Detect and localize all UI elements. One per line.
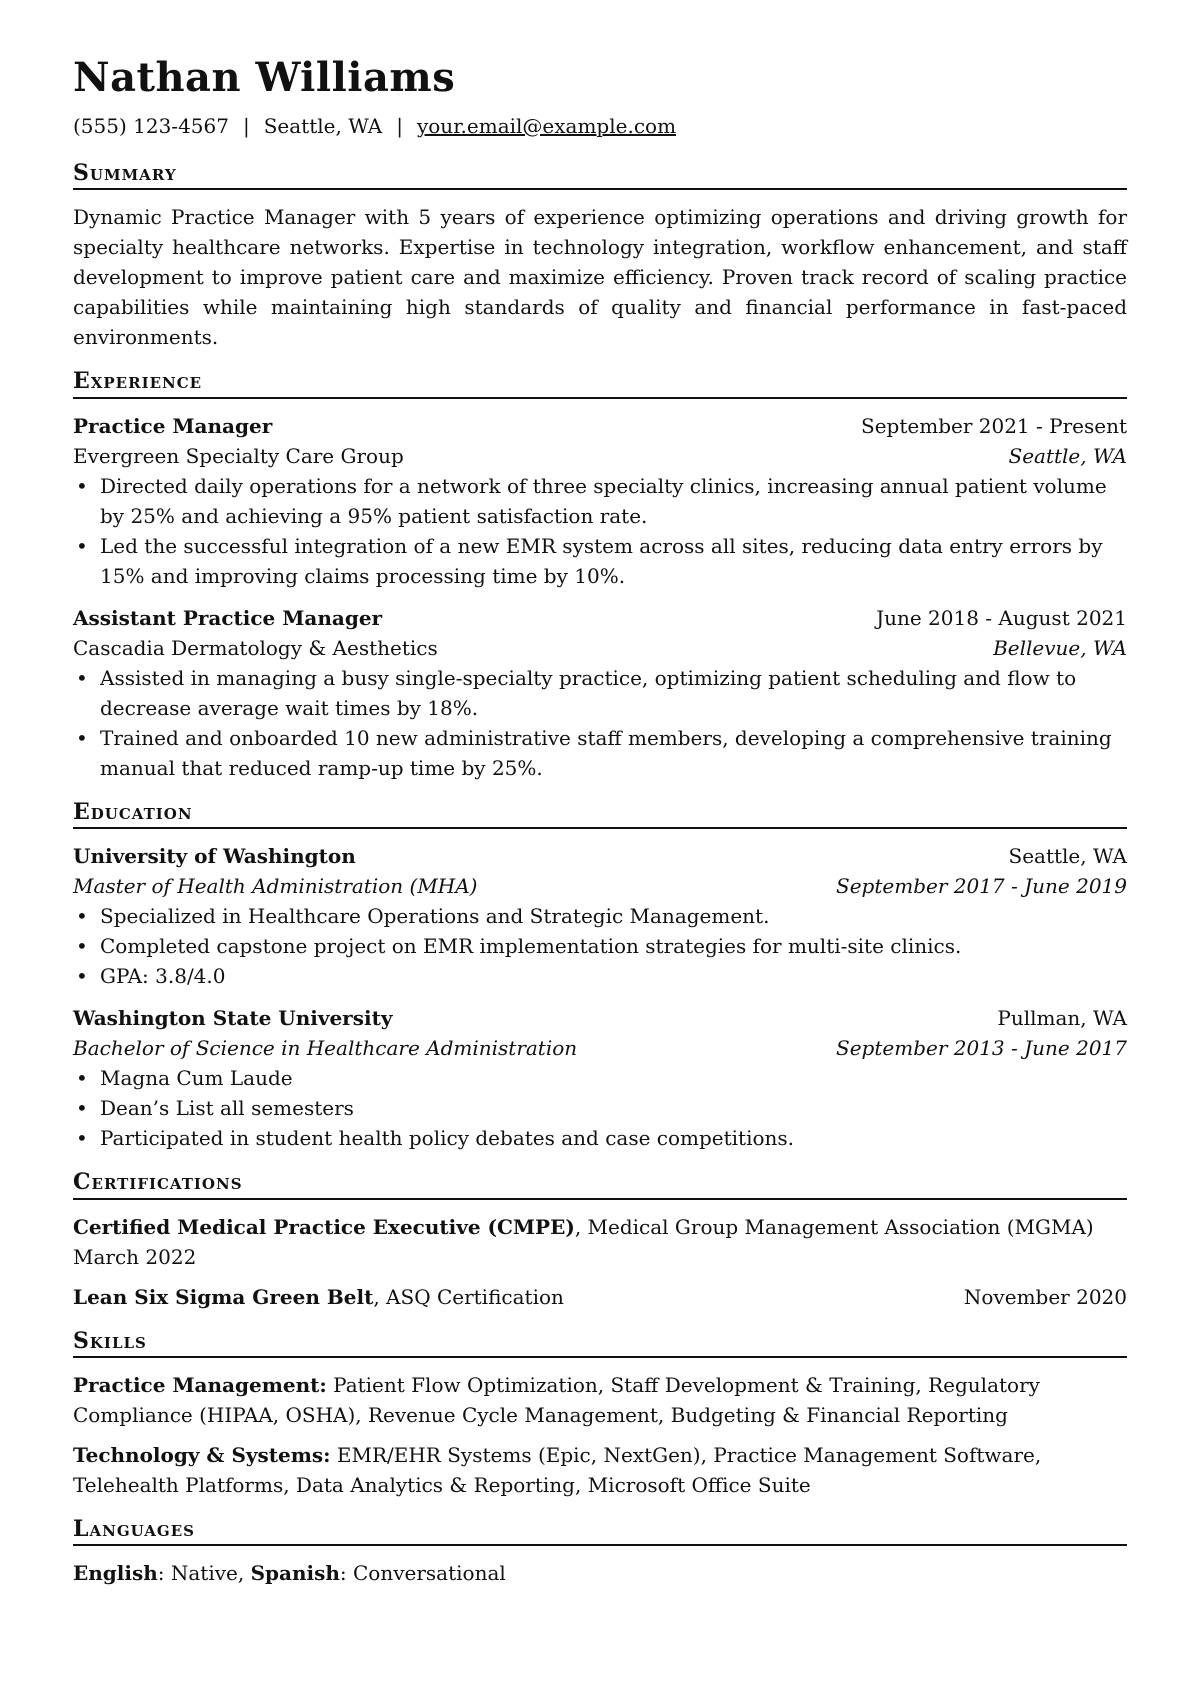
language-name: Spanish — [250, 1561, 340, 1586]
certification-entry — [73, 1282, 1127, 1312]
bullet-item: • Trained and onboarded 10 new administrative staff members, developing a comprehensive training manual that reduced ramp-up time by 25%. — [100, 723, 1127, 783]
bullet-item: • Directed daily operations for a network of three specialty clinics, increasing annual patient volume by 25% and achieving a 95% patient satisfaction rate. — [100, 471, 1127, 531]
skill-text: EMR/EHR Systems (Epic, NextGen), Practice Management Software, Telehealth Platforms, Data Analytics & Reporting, Microsoft Office Suite — [73, 1442, 1042, 1497]
bullet-item: • Led the successful integration of a new EMR system across all sites, reducing data entry errors by 15% and improving claims processing time by 10%. — [100, 531, 1127, 591]
skill-label: Practice Management: — [73, 1372, 327, 1397]
job-title: Assistant Practice Manager — [73, 605, 383, 630]
bullet-item: • Specialized in Healthcare Operations and Strategic Management. — [100, 901, 1127, 931]
degree-name: Master of Health Administration (MHA) — [73, 874, 478, 899]
section-title-summary: Summary — [73, 160, 1127, 190]
job-bullets — [73, 663, 1127, 783]
company-name: Evergreen Specialty Care Group — [73, 443, 404, 468]
certifications-section — [73, 1169, 1127, 1311]
education-dates: September 2017 - June 2019 — [836, 874, 1127, 899]
certification-issuer: , ASQ Certification — [373, 1284, 564, 1309]
section-title-experience: Experience — [73, 368, 1127, 398]
email-link[interactable]: your.email@example.com — [416, 114, 677, 138]
certification-date: March 2022 — [73, 1244, 197, 1269]
job-dates: September 2021 - Present — [861, 413, 1127, 438]
resume-page — [73, 54, 1127, 1604]
section-title-languages: Languages — [73, 1516, 1127, 1546]
contact-separator: | — [396, 114, 403, 138]
school-location: Pullman, WA — [997, 1006, 1127, 1031]
certification-entry — [73, 1212, 1127, 1272]
education-bullets — [73, 1063, 1127, 1153]
bullet-item: • Assisted in managing a busy single-specialty practice, optimizing patient scheduling and flow to decrease average wait times by 18%. — [100, 663, 1127, 723]
experience-entry — [73, 603, 1127, 783]
company-name: Cascadia Dermatology & Aesthetics — [73, 635, 438, 660]
contact-line — [73, 114, 1127, 138]
section-title-certifications: Certifications — [73, 1169, 1127, 1199]
job-location: Seattle, WA — [1008, 443, 1127, 468]
school-location: Seattle, WA — [1008, 844, 1127, 869]
candidate-name: Nathan Williams — [73, 54, 456, 101]
bullet-item: • GPA: 3.8/4.0 — [100, 961, 1127, 991]
job-title: Practice Manager — [73, 413, 273, 438]
summary-section — [73, 160, 1127, 352]
bullet-item: • Dean’s List all semesters — [100, 1093, 1127, 1123]
experience-section — [73, 368, 1127, 782]
bullet-item: • Completed capstone project on EMR implementation strategies for multi-site clinics. — [100, 931, 1127, 961]
certification-issuer: , Medical Group Management Association (MGMA) — [574, 1214, 1094, 1239]
language-name: English — [73, 1561, 158, 1586]
bullet-item: • Participated in student health policy debates and case competitions. — [100, 1123, 1127, 1153]
summary-text: Dynamic Practice Manager with 5 years of experience optimizing operations and driving growth for specialty healthcare networks. Expertise in technology integration, workflow enhancement, and staff development to improve patient care and maximize efficiency. Proven track record of scaling practice capabilities while maintaining high standards of quality and financial performance in fast-paced environments. — [73, 205, 1127, 350]
certification-name: Lean Six Sigma Green Belt — [73, 1284, 374, 1309]
section-title-skills: Skills — [73, 1328, 1127, 1358]
languages-section — [73, 1516, 1127, 1588]
phone-number: (555) 123-4567 — [73, 114, 229, 138]
job-location: Bellevue, WA — [993, 635, 1127, 660]
education-bullets — [73, 901, 1127, 991]
contact-location: Seattle, WA — [263, 114, 383, 138]
skill-group — [73, 1440, 1127, 1500]
skill-label: Technology & Systems: — [73, 1442, 331, 1467]
job-dates: June 2018 - August 2021 — [876, 605, 1127, 630]
education-entry — [73, 841, 1127, 991]
skill-text: Patient Flow Optimization, Staff Development & Training, Regulatory Compliance (HIPAA, OSHA), Revenue Cycle Management, Budgeting & Financial Reporting — [73, 1372, 1040, 1427]
degree-name: Bachelor of Science in Healthcare Administration — [73, 1036, 578, 1061]
skills-section — [73, 1328, 1127, 1500]
school-name: University of Washington — [73, 844, 356, 869]
school-name: Washington State University — [73, 1006, 393, 1031]
skill-group — [73, 1370, 1127, 1430]
education-section — [73, 799, 1127, 1153]
languages-line — [73, 1558, 1127, 1588]
certification-name: Certified Medical Practice Executive (CMPE) — [73, 1214, 575, 1239]
section-title-education: Education — [73, 799, 1127, 829]
certification-date: November 2020 — [963, 1284, 1127, 1309]
contact-separator: | — [242, 114, 250, 138]
experience-entry — [73, 411, 1127, 591]
education-entry — [73, 1003, 1127, 1153]
language-level: : Conversational — [339, 1561, 506, 1586]
education-dates: September 2013 - June 2017 — [836, 1036, 1127, 1061]
bullet-item: • Magna Cum Laude — [100, 1063, 1127, 1093]
job-bullets — [73, 471, 1127, 591]
language-level: : Native, — [157, 1561, 251, 1586]
